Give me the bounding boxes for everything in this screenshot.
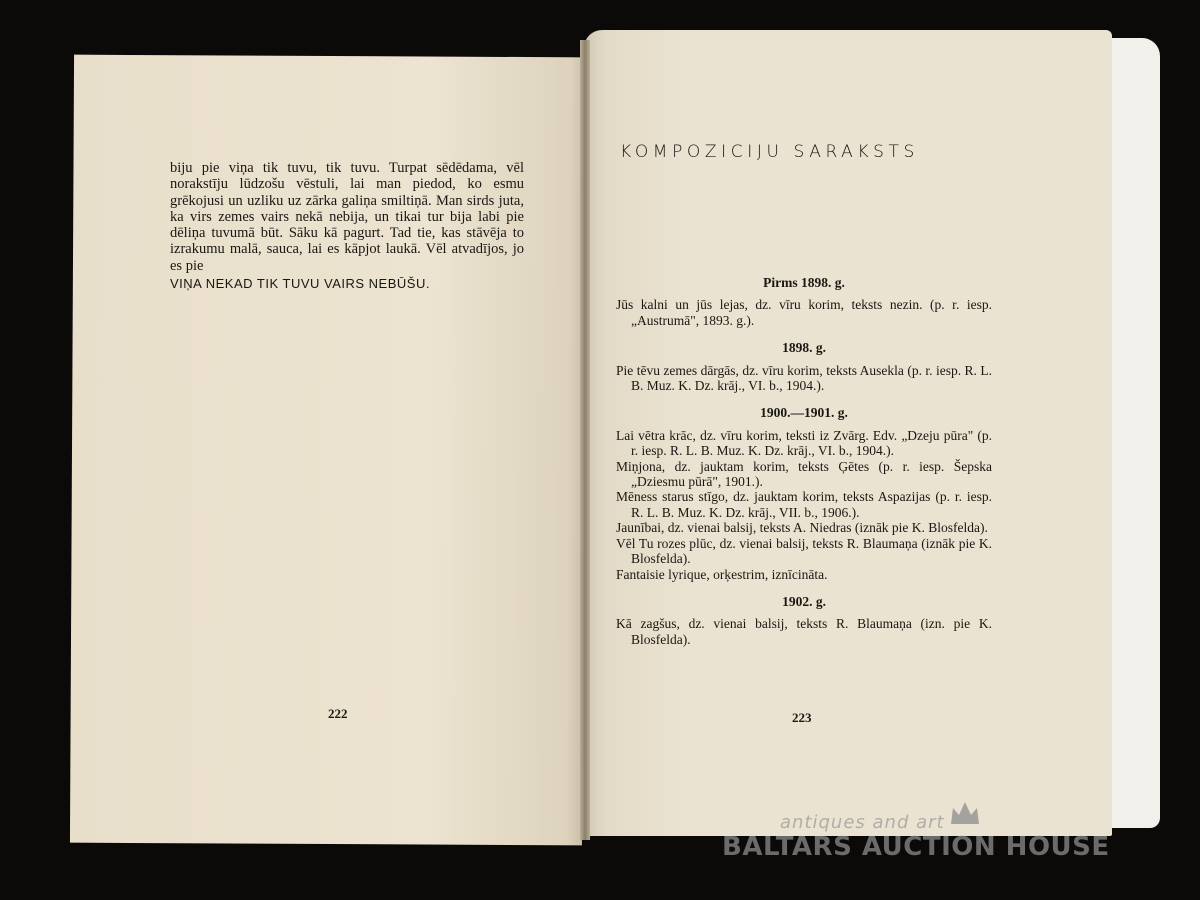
year-heading: 1902. g. xyxy=(782,593,826,609)
page-title: KOMPOZICIJU SARAKSTS xyxy=(620,142,919,162)
list-item: Vēl Tu rozes plūc, dz. vienai balsij, teksts R. Blaumaņa (iznāk pie K. Blosfelda). xyxy=(616,535,992,567)
left-page-number: 222 xyxy=(328,706,348,721)
list-item: Mēness starus stīgo, dz. jauktam korim, teksts Aspazijas (p. r. iesp. R. L. B. Muz. K. Dz. krāj., VII. b., 1906.). xyxy=(616,489,992,520)
year-heading: Pirms 1898. g. xyxy=(763,275,845,290)
year-section xyxy=(616,594,992,647)
year-heading: 1900.—1901. g. xyxy=(760,405,848,421)
right-page-number: 223 xyxy=(792,710,812,725)
year-section xyxy=(616,405,992,581)
list-item: Kā zagšus, dz. vienai balsij, teksts R. Blaumaņa (izn. pie K. Blosfelda). xyxy=(616,616,992,647)
year-section xyxy=(616,340,992,393)
watermark-tagline: antiques and art xyxy=(780,812,945,833)
left-page-text xyxy=(170,160,524,292)
year-heading: 1898. g. xyxy=(782,340,826,356)
composition-list xyxy=(616,275,992,659)
left-caps-line: VIŅA NEKAD TIK TUVU VAIRS NEBŪŠU. xyxy=(170,276,430,292)
left-paragraph: biju pie viņa tik tuvu, tik tuvu. Turpat sēdēdama, vēl norakstīju lūdzošu vēstuli, lai man piedod, ko esmu grēkojusi un uzliku uz zārka galiņa smiltiņā. Man sirds juta, ka virs zemes vairs nekā nebija, un tikai tur bija labi pie dēliņa tuvumā būt. Sāku kā pagurt. Tad tie, kas stāvēja to izrakumu malā, sauca, lai es kāpjot laukā. Vēl atvadījos, jo es pie xyxy=(170,160,524,274)
list-item: Jūs kalni un jūs lejas, dz. vīru korim, teksts nezin. (p. r. iesp. „Austrumā", 1893. g.). xyxy=(616,297,992,328)
watermark-brand: BALTARS AUCTION HOUSE xyxy=(722,832,1110,862)
watermark xyxy=(722,812,1112,872)
list-item: Lai vētra krāc, dz. vīru korim, teksti iz Zvārg. Edv. „Dzeju pūra" (p. r. iesp. R. L. B. Muz. K. Dz. krāj., VI. b., 1904.). xyxy=(616,427,992,459)
list-item: Miņjona, dz. jauktam korim, teksts Ģētes (p. r. iesp. Šepska „Dziesmu pūrā", 1901.). xyxy=(616,458,992,490)
list-item: Fantaisie lyrique, orķestrim, iznīcināta. xyxy=(616,566,828,582)
list-item: Jaunībai, dz. vienai balsij, teksts A. Niedras (iznāk pie K. Blosfelda). xyxy=(616,520,988,536)
book-gutter xyxy=(580,40,590,840)
list-item: Pie tēvu zemes dārgās, dz. vīru korim, teksts Auseklа (p. r. iesp. R. L. B. Muz. K. Dz. krāj., VI. b., 1904.). xyxy=(616,362,992,394)
year-section xyxy=(616,275,992,328)
crown-icon xyxy=(948,798,982,828)
